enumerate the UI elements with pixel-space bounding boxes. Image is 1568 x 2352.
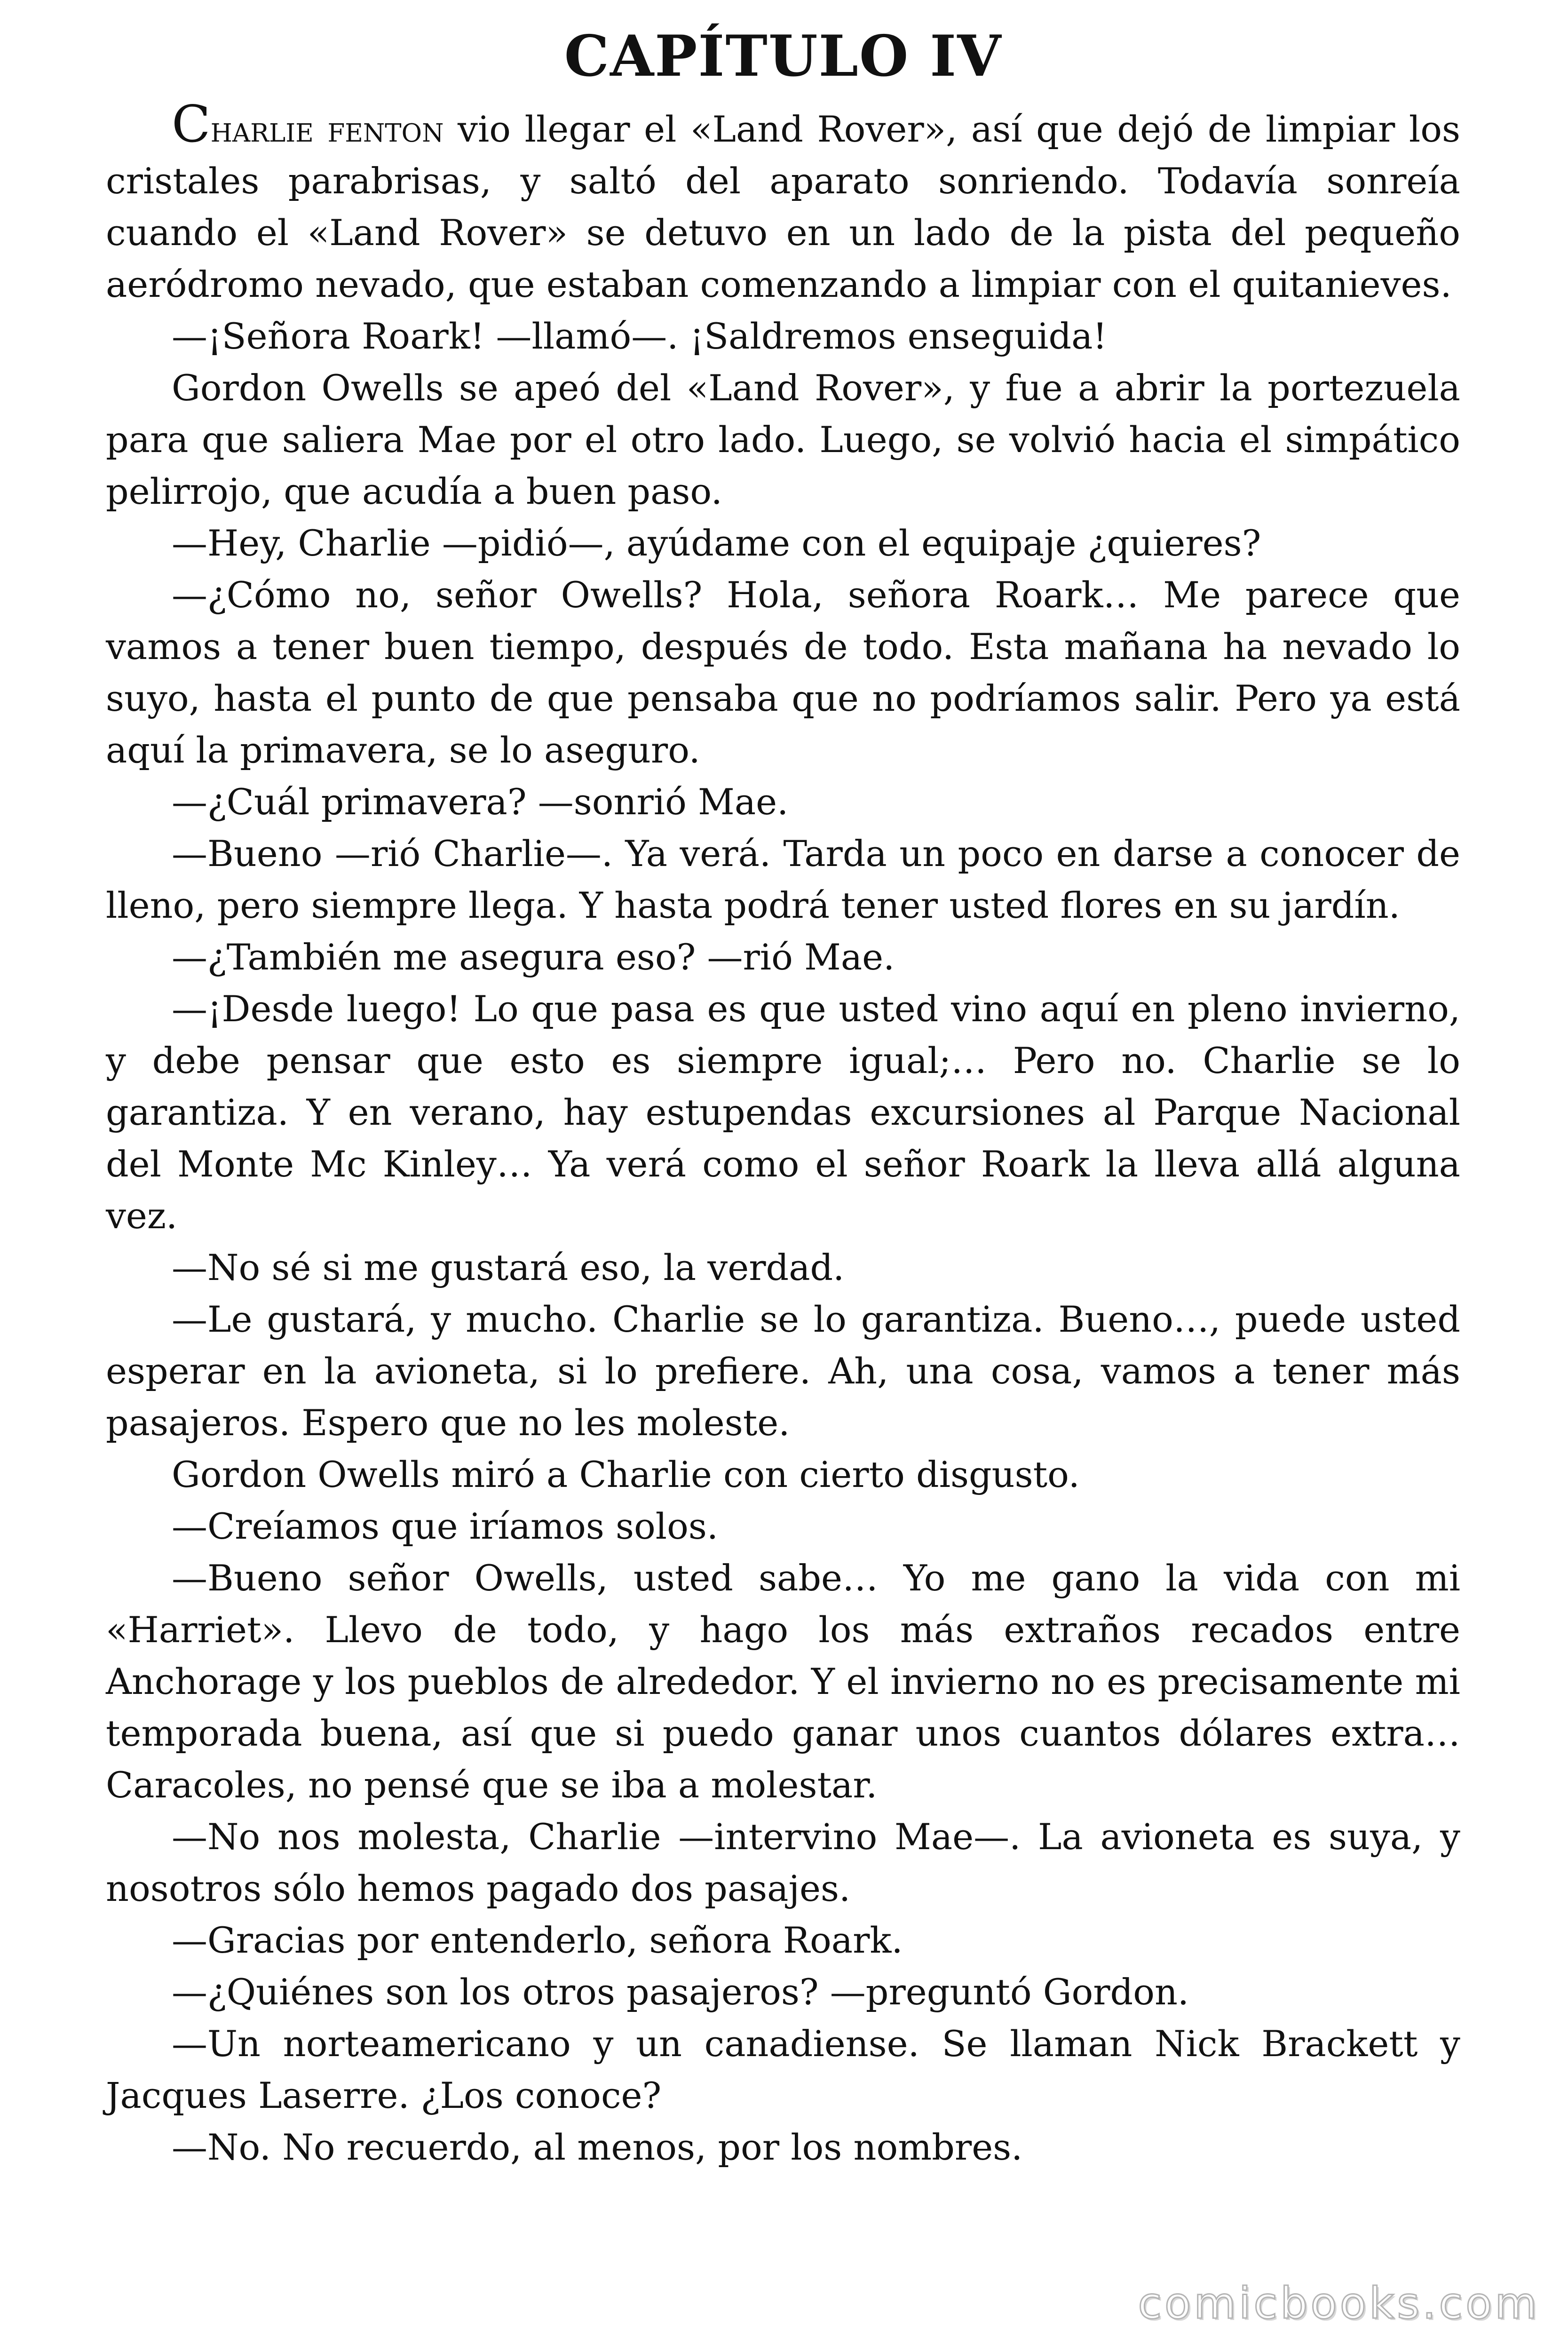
paragraph: —Bueno —rió Charlie—. Ya verá. Tarda un poco en darse a conocer de lleno, pero siempre llega. Y hasta podrá tener usted flores en su jardín. <box>106 833 1460 926</box>
paragraph: —Bueno señor Owells, usted sabe… Yo me gano la vida con mi «Harriet». Llevo de todo, y hago los más extraños recados entre Anchorage y los pueblos de alrededor. Y el invierno no es precisamente mi temporada buena, así que si puedo ganar unos cuantos dólares extra… Caracoles, no pensé que se iba a molestar. <box>106 1557 1460 1806</box>
paragraph: Gordon Owells miró a Charlie con cierto disgusto. <box>172 1454 1080 1495</box>
book-page <box>106 19 1460 2173</box>
paragraph: —¡Desde luego! Lo que pasa es que usted vino aquí en pleno invierno, y debe pensar que esto es siempre igual;… Pero no. Charlie se lo garantiza. Y en verano, hay estupendas excursiones al Parque Nacional del Monte Mc Kinley… Ya verá como el señor Roark la lleva allá alguna vez. <box>106 988 1460 1237</box>
paragraph: —No. No recuerdo, al menos, por los nombres. <box>172 2126 1023 2168</box>
paragraph: —Creíamos que iríamos solos. <box>172 1505 719 1547</box>
paragraph: —¿Quiénes son los otros pasajeros? —preguntó Gordon. <box>172 1971 1189 2013</box>
drop-cap: C <box>172 95 211 154</box>
chapter-title: CAPÍTULO IV <box>564 23 1002 89</box>
paragraph: —¡Señora Roark! —llamó—. ¡Saldremos enseguida! <box>172 315 1107 357</box>
paragraph: —Gracias por entenderlo, señora Roark. <box>172 1919 903 1961</box>
chapter-text <box>106 95 1460 2173</box>
paragraph: Gordon Owells se apeó del «Land Rover», y fue a abrir la portezuela para que saliera Mae por el otro lado. Luego, se volvió hacia el simpático pelirrojo, que acudía a buen paso. <box>106 367 1460 512</box>
paragraph: —No nos molesta, Charlie —intervino Mae—. La avioneta es suya, y nosotros sólo hemos pagado dos pasajes. <box>106 1816 1460 1909</box>
watermark: comicbooks.com <box>1138 2278 1540 2328</box>
paragraph: —Un norteamericano y un canadiense. Se llaman Nick Brackett y Jacques Laserre. ¿Los conoce? <box>106 2023 1460 2116</box>
first-paragraph <box>106 95 1460 310</box>
paragraph: —Hey, Charlie —pidió—, ayúdame con el equipaje ¿quieres? <box>172 522 1261 564</box>
paragraph: —¿También me asegura eso? —rió Mae. <box>172 936 895 978</box>
paragraph: —Le gustará, y mucho. Charlie se lo garantiza. Bueno…, puede usted esperar en la avioneta, si lo prefiere. Ah, una cosa, vamos a tener más pasajeros. Espero que no les moleste. <box>106 1298 1460 1444</box>
paragraph: —¿Cómo no, señor Owells? Hola, señora Roark… Me parece que vamos a tener buen tiempo, después de todo. Esta mañana ha nevado lo suyo, hasta el punto de que pensaba que no podríamos salir. Pero ya está aquí la primavera, se lo aseguro. <box>106 574 1460 771</box>
paragraph: —No sé si me gustará eso, la verdad. <box>172 1247 845 1288</box>
first-paragraph-body: vio llegar el «Land Rover», así que dejó de limpiar los cristales parabrisas, y saltó del aparato sonriendo. Todavía sonreía cuando el «Land Rover» se detuvo en un lado de la pista del pequeño aeródromo nevado, que estaban comenzando a limpiar con el quitanieves. <box>106 108 1460 305</box>
paragraph: —¿Cuál primavera? —sonrió Mae. <box>172 781 789 823</box>
character-name-smallcaps: harlie fenton <box>210 108 444 150</box>
